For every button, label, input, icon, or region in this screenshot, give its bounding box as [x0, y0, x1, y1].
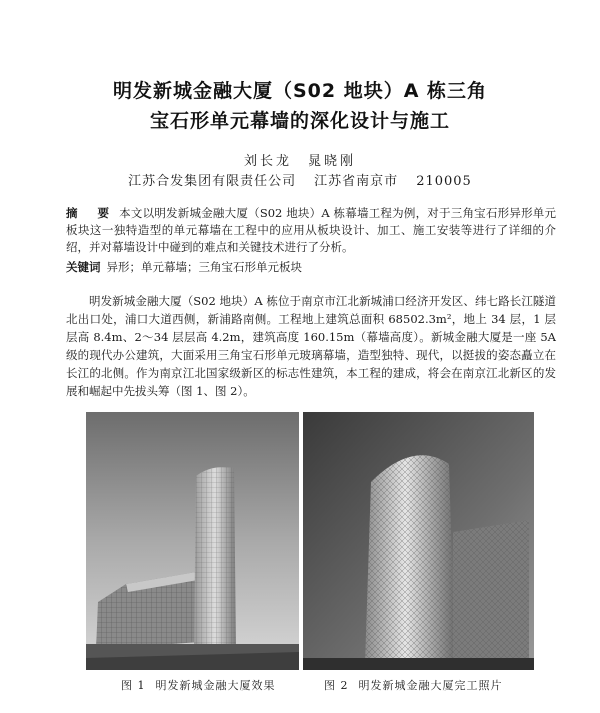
keywords	[66, 259, 556, 275]
body-paragraph: 明发新城金融大厦（S02 地块）A 栋位于南京市江北新城浦口经济开发区、纬七路长江隧道北出口处，浦口大道西侧，新浦路南侧。工程地上建筑总面积 68502.3m²，地上 34 层，1 层层高 8.4m、2～34 层层高 4.2m，建筑高度 160.15m（幕墙高度）。新城金融大厦是一座 5A 级的现代办公建筑，大面采用三角宝石形单元玻璃幕墙，造型独特、现代，以挺拔的姿态矗立在长江的北侧。作为南京江北国家级新区的标志性建筑，本工程的建成，将会在南京江北新区的发展和崛起中先拔头筹（图 1、图 2）。	[66, 294, 556, 398]
figure-2-number: 图 2	[324, 679, 349, 692]
abstract	[66, 205, 556, 256]
authors: 刘长龙 晁晓刚	[243, 154, 356, 169]
article-title-line-1: 明发新城金融大厦（S02 地块）A 栋三角	[112, 80, 488, 102]
abstract-label: 摘 要	[66, 206, 114, 220]
keywords-label: 关键词	[66, 260, 101, 274]
figure-2-caption-text: 明发新城金融大厦完工照片	[358, 679, 503, 692]
figure-2-image	[303, 412, 534, 670]
figure-2-caption	[324, 677, 503, 693]
affiliation	[0, 170, 600, 189]
figure-1-caption-text: 明发新城金融大厦效果	[155, 679, 276, 692]
affiliation-company: 江苏合发集团有限责任公司	[128, 174, 297, 189]
article-title-line-2: 宝石形单元幕墙的深化设计与施工	[149, 110, 450, 132]
figure-1-caption	[121, 677, 276, 693]
figure-1-image	[86, 412, 299, 670]
affiliation-location: 江苏省南京市	[314, 174, 399, 189]
abstract-text: 本文以明发新城金融大厦（S02 地块）A 栋幕墙工程为例，对于三角宝石形异形单元板块这一独特造型的单元幕墙在工程中的应用从板块设计、加工、施工安装等进行了详细的介绍，并对幕墙设计中碰到的难点和关键技术进行了分析。	[66, 206, 557, 254]
keywords-text: 异形；单元幕墙；三角宝石形单元板块	[106, 260, 302, 274]
figure-1-number: 图 1	[121, 679, 146, 692]
affiliation-postcode: 210005	[416, 174, 472, 189]
